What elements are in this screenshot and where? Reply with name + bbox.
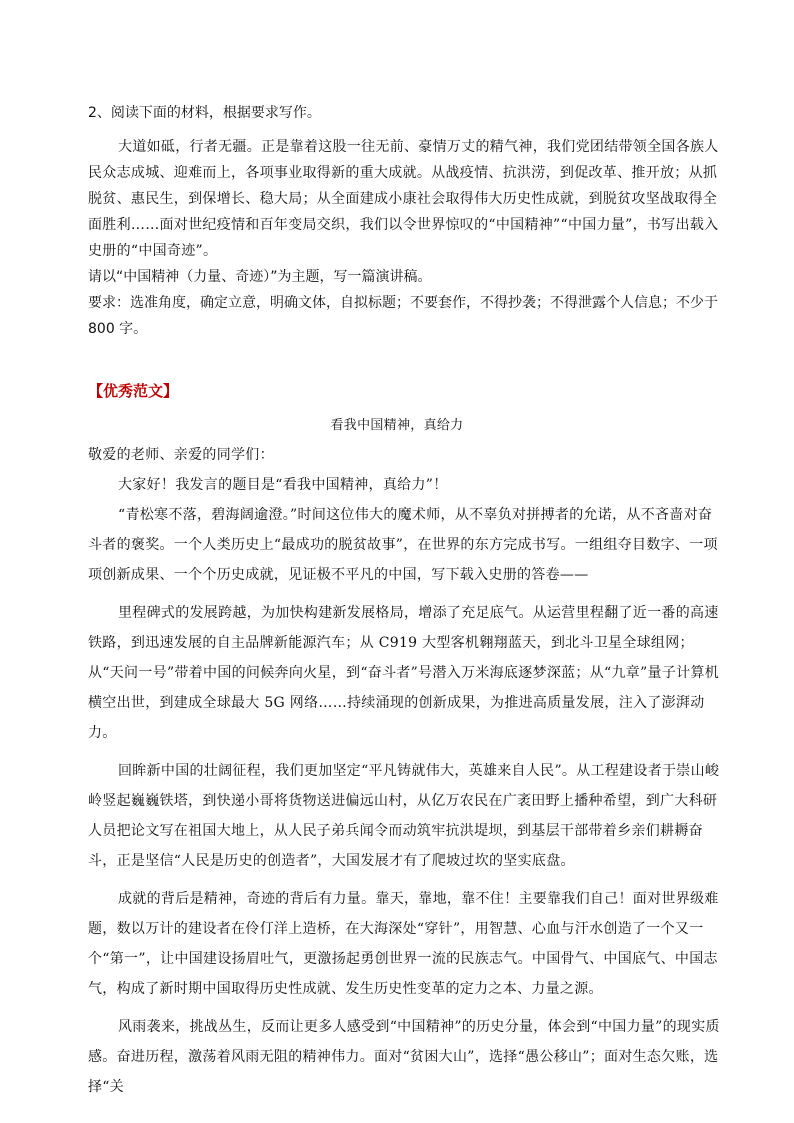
question-prompt: 2、阅读下面的材料，根据要求写作。: [88, 105, 321, 121]
essay-paragraph: 成就的背后是精神，奇迹的背后有力量。靠天，靠地，靠不住！主要靠我们自己！面对世界级难题，数以万计的建设者在伶仃洋上造桥，在大海深处“穿针”，用智慧、心血与汗水创造了一个又一个“第一”，让中国建设扬眉吐气，更激扬起勇创世界一流的民族志气。中国骨气、中国底气、中国志气，构成了新时期中国取得历史性成就、发生历史性变革的定力之本、力量之源。: [88, 891, 719, 997]
question-requirements: 要求：选准角度，确定立意，明确文体，自拟标题；不要套作，不得抄袭；不得泄露个人信息；不少于 800 字。: [88, 295, 718, 337]
essay-body: [88, 440, 720, 1102]
essay-salutation: 敬爱的老师、亲爱的同学们：: [88, 447, 274, 463]
essay-title: 看我中国精神，真给力: [330, 418, 464, 433]
question-task: 请以“中国精神（力量、奇迹）”为主题，写一篇演讲稿。: [88, 269, 432, 285]
essay-paragraph: 回眸新中国的壮阔征程，我们更加坚定“平凡铸就伟大，英雄来自人民”。从工程建设者于崇山峻岭竖起巍巍铁塔，到快递小哥将货物送进偏远山村，从亿万农民在广袤田野上播种希望，到广大科研人员把论文写在祖国大地上，从人民子弟兵闻令而动筑牢抗洪堤坝，到基层干部带着乡亲们耕耨奋斗，正是坚信“人民是历史的创造者”，大国发展才有了爬坡过坎的坚实底盘。: [88, 763, 720, 869]
essay-paragraph: 风雨袭来，挑战丛生，反而让更多人感受到“中国精神”的历史分量，体会到“中国力量”的现实质感。奋进历程，激荡着风雨无阻的精神伟力。面对“贫困大山”，选择“愚公移山”；面对生态欠账，选择“关: [88, 1019, 720, 1095]
essay-paragraph: 大家好！我发言的题目是“看我中国精神，真给力”！: [118, 477, 448, 493]
question-material: 大道如砥，行者无疆。正是靠着这股一往无前、豪情万丈的精气神，我们党团结带领全国各族人民众志成城、迎难而上，各项事业取得新的重大成就。从战疫情、抗洪涝，到促改革、推开放；从抓脱贫、惠民生，到保增长、稳大局；从全面建成小康社会取得伟大历史性成就，到脱贫攻坚战取得全面胜利……面对世纪疫情和百年变局交织，我们以令世界惊叹的“中国精神”“中国力量”，书写出载入史册的“中国奇迹”。: [88, 139, 719, 259]
writing-question: [88, 100, 720, 342]
sample-essay-heading: 【优秀范文】: [88, 382, 179, 400]
essay-paragraph: “青松寒不落，碧海阔逾澄。”时间这位伟大的魔术师，从不辜负对拼搏者的允诺，从不吝啬对奋斗者的褒奖。一个人类历史上“最成功的脱贫故事”，在世界的东方完成书写。一组组夺目数字、一项项创新成果、一个个历史成就，见证极不平凡的中国，写下载入史册的答卷——: [88, 507, 718, 583]
essay-paragraph: 里程碑式的发展跨越，为加快构建新发展格局，增添了充足底气。从运营里程翻了近一番的高速铁路，到迅速发展的自主品牌新能源汽车；从 C919 大型客机翱翔蓝天，到北斗卫星全球组网；从“天问一号”带着中国的问候奔向火星，到“奋斗者”号潜入万米海底逐梦深蓝；从“九章”量子计算机横空出世，到建成全球最大 5G 网络……持续涌现的创新成果，为推进高质量发展，注入了澎湃动力。: [88, 605, 720, 741]
